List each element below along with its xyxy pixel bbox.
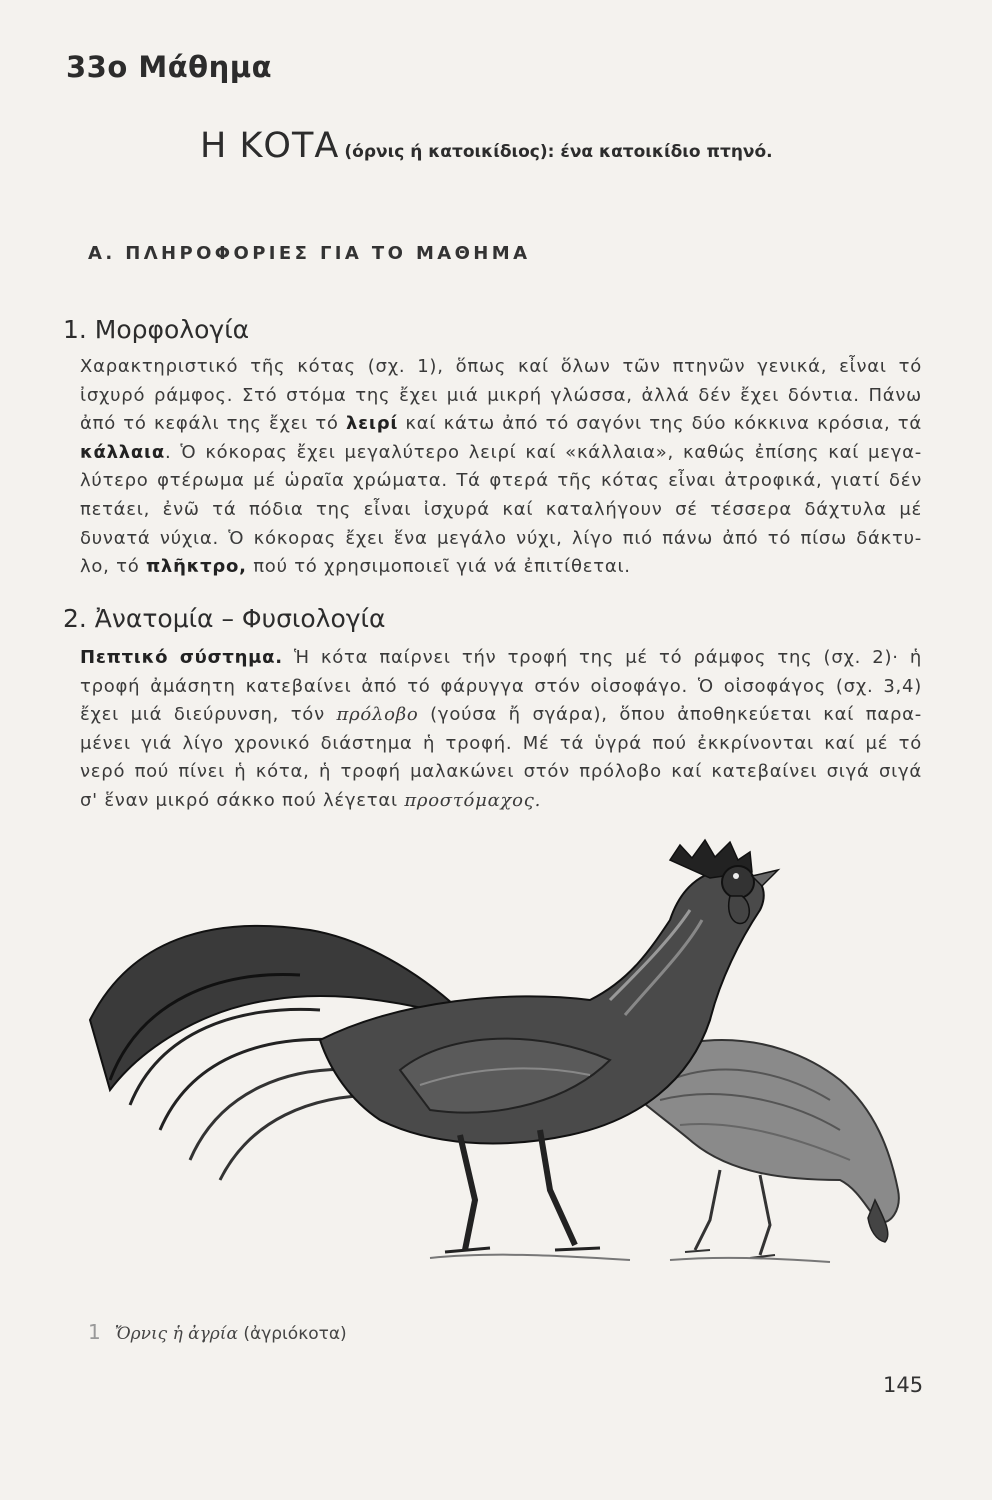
text-line: Πεπτικό σύστημα. Ἡ κότα παίρνει τήν τροφή της μέ τό ράμφος της (σχ. 2)· ἡ <box>80 647 922 668</box>
figure-caption <box>88 1320 347 1344</box>
term-kallaia: κάλλαια <box>80 441 165 463</box>
term-prostomachos: προστόμαχος. <box>404 789 542 811</box>
text-line: δυνατά νύχια. Ὁ κόκορας ἔχει ἕνα μεγάλο νύχι, λίγο πιό πάνω ἀπό τό πίσω δάκτυ- <box>80 527 922 549</box>
rooster-and-hen-illustration <box>70 830 930 1320</box>
text-line: ἰσχυρό ράμφος. Στό στόμα της ἔχει μιά μικρή γλώσσα, ἀλλά δέν ἔχει δόντια. Πάνω <box>80 384 922 406</box>
term-plektro: πλῆκτρο, <box>145 556 247 578</box>
anatomy-heading: 2. Ἀνατομία – Φυσιολογία <box>63 604 386 633</box>
text-line: νερό πού πίνει ἡ κότα, ἡ τροφή μαλακώνει στόν πρόλοβο καί κατεβαίνει σιγά σιγά <box>80 761 922 783</box>
caption-species: Ὄρνις ἡ ἀγρία <box>114 1324 238 1344</box>
text-line: μένει γιά λίγο χρονικό διάστημα ἡ τροφή. Μέ τά ὑγρά πού ἐκκρίνονται καί μέ τό <box>80 732 922 754</box>
page-title <box>200 126 773 166</box>
page-number: 145 <box>883 1373 924 1397</box>
text-line: λο, τό πλῆκτρο, πού τό χρησιμοποιεῖ γιά νά ἐπιτίθεται. <box>80 556 631 578</box>
caption-common-name: (ἀγριόκοτα) <box>237 1324 347 1344</box>
anatomy-paragraph <box>80 644 922 816</box>
term-leiri: λειρί <box>346 413 399 435</box>
text-line: κάλλαια. Ὁ κόκορας ἔχει μεγαλύτερο λειρί καί «κάλλαια», καθώς ἐπίσης καί μεγα- <box>80 441 922 463</box>
text-line: πετάει, ἐνῶ τά πόδια της εἶναι ἰσχυρά καί καταλήγουν σέ τέσσερα δάχτυλα μέ <box>80 498 922 520</box>
text-line: σ' ἕναν μικρό σάκκο πού λέγεται προστόμαχος. <box>80 789 542 811</box>
morphology-paragraph <box>80 353 922 582</box>
term-prolovo: πρόλοβο <box>336 704 419 726</box>
section-heading: Α. ΠΛΗΡΟΦΟΡΙΕΣ ΓΙΑ ΤΟ ΜΑΘΗΜΑ <box>88 243 531 264</box>
text-line: ἔχει μιά διεύρυνση, τόν πρόλοβο (γούσα ἤ σγάρα), ὅπου ἀποθηκεύεται καί παρα- <box>80 704 922 726</box>
figure-number: 1 <box>88 1320 101 1344</box>
title-main: Η ΚΟΤΑ <box>200 126 340 166</box>
morphology-heading: 1. Μορφολογία <box>63 315 250 344</box>
text-line: λύτερο φτέρωμα μέ ὡραῖα χρώματα. Τά φτερά τῆς κότας εἶναι ἀτροφικά, γιατί δέν <box>80 470 922 492</box>
lesson-number: 33ο Μάθημα <box>66 50 272 84</box>
text-line: τροφή ἀμάσητη κατεβαίνει ἀπό τό φάρυγγα στόν οἰσοφάγο. Ὁ οἰσοφάγος (σχ. 3,4) <box>80 675 922 697</box>
text-line: ἀπό τό κεφάλι της ἔχει τό λειρί καί κάτω ἀπό τό σαγόνι της δύο κόκκινα κρόσια, τά <box>80 413 922 435</box>
text-line: Χαρακτηριστικό τῆς κότας (σχ. 1), ὅπως καί ὅλων τῶν πτηνῶν γενικά, εἶναι τό <box>80 356 922 377</box>
title-subtitle: (όρνις ή κατοικίδιος): ένα κατοικίδιο πτηνό. <box>344 142 773 162</box>
term-digestive-system: Πεπτικό σύστημα. <box>80 647 283 668</box>
